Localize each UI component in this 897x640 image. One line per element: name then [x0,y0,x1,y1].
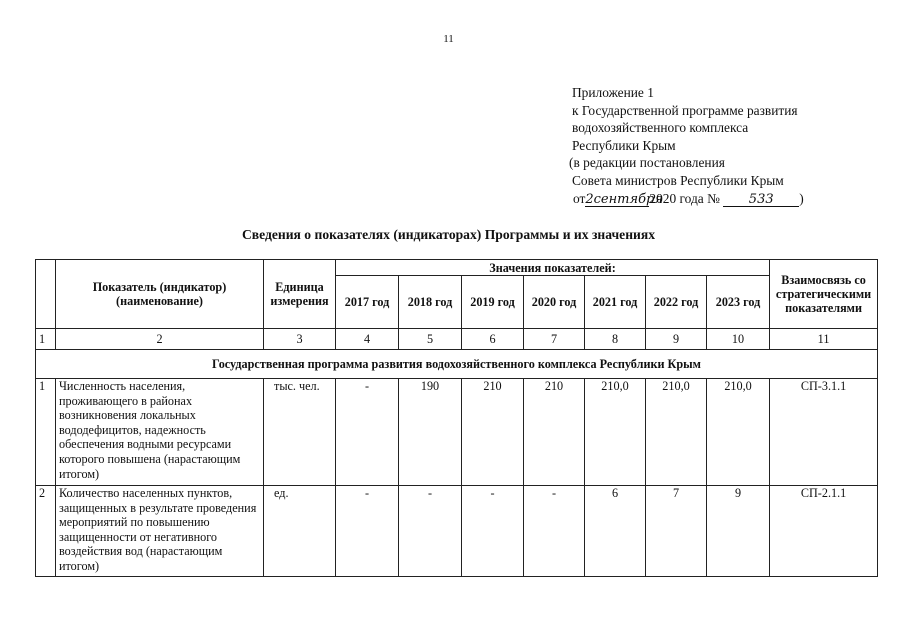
header-year: 2017 год [336,276,399,329]
date-prefix: от [573,190,586,206]
annex-date-line [566,190,886,208]
annex-block [566,84,886,207]
column-number: 11 [770,329,878,350]
value-cell: - [399,486,462,577]
column-number: 9 [646,329,707,350]
column-number: 4 [336,329,399,350]
row-number: 1 [36,379,56,486]
header-year: 2018 год [399,276,462,329]
value-cell: - [462,486,524,577]
annex-line: (в редакции постановления [569,155,725,171]
table-row [36,379,878,486]
table-row [36,486,878,577]
header-unit: Единица измерения [264,260,336,329]
value-cell: - [336,486,399,577]
value-cell: 210 [462,379,524,486]
column-number: 6 [462,329,524,350]
column-number: 3 [264,329,336,350]
column-number: 8 [585,329,646,350]
value-cell: 210,0 [646,379,707,486]
header-link: Взаимосвязь со стратегическими показателями [770,260,878,329]
value-cell: - [524,486,585,577]
annex-line: Приложение 1 [572,85,654,100]
value-cell: - [336,379,399,486]
strategic-link: СП-3.1.1 [770,379,878,486]
handwritten-date: 2сентября [585,191,663,207]
section-row [36,350,878,379]
indicator-name: Количество населенных пунктов, защищенных в результате проведения мероприятий по повышению защищенности от негативного воздействия вод (нарастающим итогом) [56,486,264,577]
header-year: 2019 год [462,276,524,329]
value-cell: 210 [524,379,585,486]
annex-line: Республики Крым [572,137,676,153]
column-numbers-row [36,329,878,350]
annex-line: к Государственной программе развития [572,102,798,118]
value-cell: 190 [399,379,462,486]
section-title: Государственная программа развития водохозяйственного комплекса Республики Крым [36,350,878,379]
value-cell: 9 [707,486,770,577]
strategic-link: СП-2.1.1 [770,486,878,577]
indicators-table [35,259,878,577]
value-cell: 210,0 [707,379,770,486]
header-row [36,260,878,276]
column-number: 5 [399,329,462,350]
indicator-unit: тыс. чел. [264,379,336,486]
year-number-label: 2020 года № [649,190,720,206]
value-cell: 210,0 [585,379,646,486]
header-year: 2022 год [646,276,707,329]
indicator-name: Численность населения, проживающего в районах возникновения локальных вододефицитов, надежность обеспечения водными ресурсами которого повышена (нарастающим итогом) [56,379,264,486]
indicator-unit: ед. [264,486,336,577]
column-number: 2 [56,329,264,350]
header-num [36,260,56,329]
header-values-group: Значения показателей: [336,260,770,276]
header-year: 2020 год [524,276,585,329]
column-number: 1 [36,329,56,350]
column-number: 7 [524,329,585,350]
annex-line: Совета министров Республики Крым [572,172,784,188]
handwritten-number: 533 [723,193,799,207]
annex-line: водохозяйственного комплекса [572,120,749,136]
header-indicator: Показатель (индикатор) (наименование) [56,260,264,329]
header-year: 2023 год [707,276,770,329]
column-number: 10 [707,329,770,350]
value-cell: 6 [585,486,646,577]
closing-paren: ) [799,190,804,206]
header-year: 2021 год [585,276,646,329]
row-number: 2 [36,486,56,577]
page-number: 11 [443,33,454,45]
document-title: Сведения о показателях (индикаторах) Программы и их значениях [241,227,656,242]
value-cell: 7 [646,486,707,577]
